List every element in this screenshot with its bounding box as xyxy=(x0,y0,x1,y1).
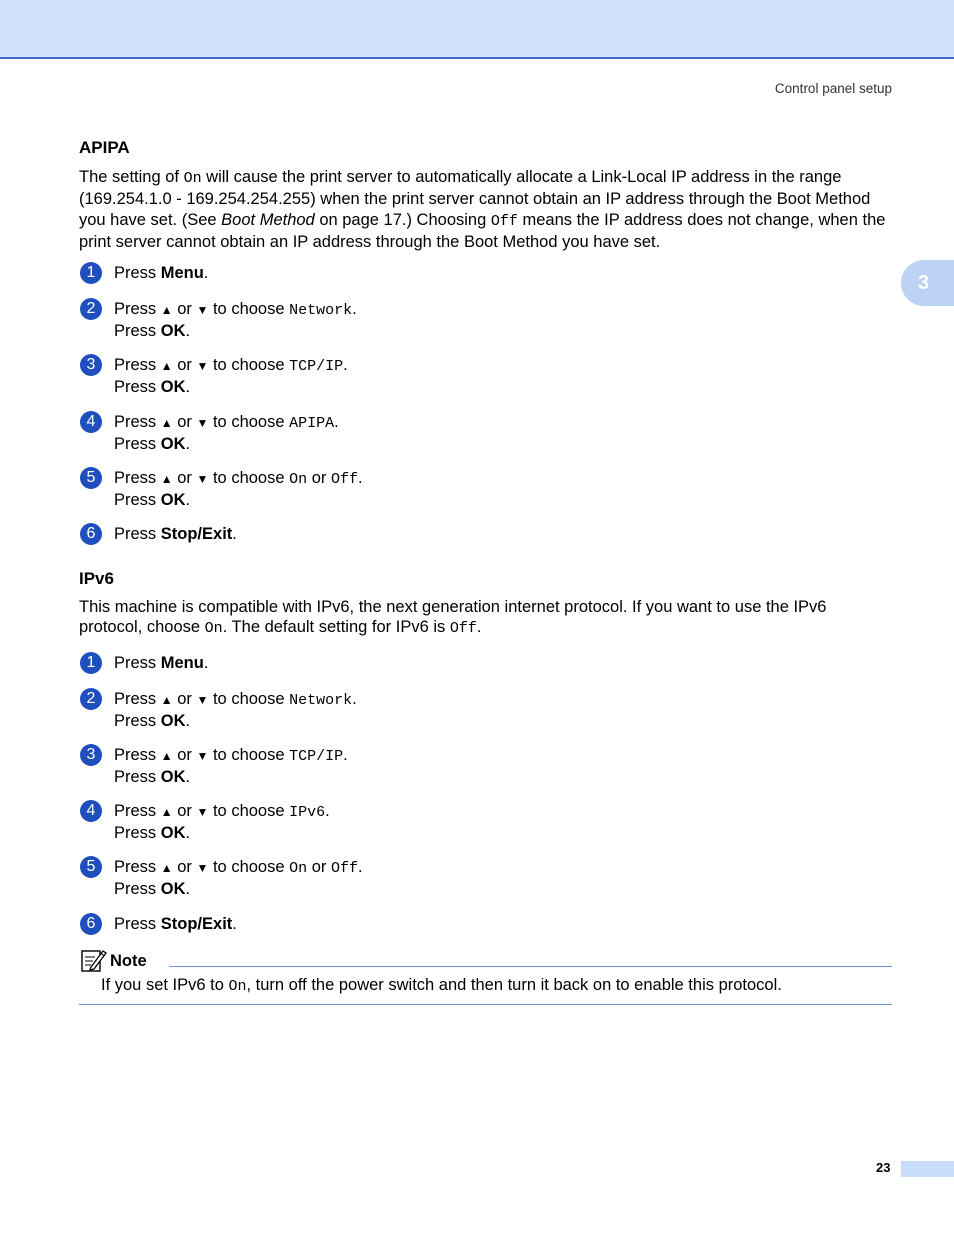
down-arrow-icon: ▼ xyxy=(196,693,209,707)
running-head: Control panel setup xyxy=(774,81,892,96)
step-number-2: 2 xyxy=(80,298,102,320)
note-body: If you set IPv6 to On, turn off the power switch and then turn it back on to enable this protocol. xyxy=(101,976,782,995)
section-title-ipv6: IPv6 xyxy=(79,569,114,588)
up-arrow-icon: ▲ xyxy=(160,749,173,763)
down-arrow-icon: ▼ xyxy=(196,359,209,373)
note-header xyxy=(79,948,892,972)
step-number-1: 1 xyxy=(80,652,102,674)
step-number-6: 6 xyxy=(80,913,102,935)
up-arrow-icon: ▲ xyxy=(160,303,173,317)
up-arrow-icon: ▲ xyxy=(160,805,173,819)
up-arrow-icon: ▲ xyxy=(160,472,173,486)
down-arrow-icon: ▼ xyxy=(196,472,209,486)
ipv6-intro: This machine is compatible with IPv6, the next generation internet protocol. If you want to use the IPv6 protocol, choose On. The default setting for IPv6 is Off. xyxy=(79,598,827,638)
section-title-apipa: APIPA xyxy=(79,138,130,157)
step-number-6: 6 xyxy=(80,523,102,545)
note-pencil-icon xyxy=(81,948,107,972)
header-band xyxy=(0,0,954,59)
step-number-5: 5 xyxy=(80,856,102,878)
step-number-3: 3 xyxy=(80,354,102,376)
step-number-2: 2 xyxy=(80,688,102,710)
note-divider-bottom xyxy=(79,1004,892,1005)
up-arrow-icon: ▲ xyxy=(160,861,173,875)
step-number-4: 4 xyxy=(80,800,102,822)
page-number-bar xyxy=(901,1161,954,1177)
up-arrow-icon: ▲ xyxy=(160,359,173,373)
down-arrow-icon: ▼ xyxy=(196,303,209,317)
down-arrow-icon: ▼ xyxy=(196,749,209,763)
down-arrow-icon: ▼ xyxy=(196,416,209,430)
step-number-5: 5 xyxy=(80,467,102,489)
up-arrow-icon: ▲ xyxy=(160,416,173,430)
up-arrow-icon: ▲ xyxy=(160,693,173,707)
page-number: 23 xyxy=(876,1160,891,1175)
boot-method-reference: Boot Method xyxy=(221,210,315,229)
step-number-1: 1 xyxy=(80,262,102,284)
chapter-tab: 3 xyxy=(901,260,954,306)
step-number-4: 4 xyxy=(80,411,102,433)
note-title: Note xyxy=(110,952,147,970)
apipa-intro: The setting of On will cause the print server to automatically allocate a Link-Local IP address in the range (169.254.1.0 - 169.254.254.255) when the print server cannot obtain an IP address through the Boot Method you have set. (See Boot Method on page 17.) Choosing Off means the IP address does not change, when the print server cannot obtain an IP address through the Boot Method you have set. xyxy=(79,168,886,251)
down-arrow-icon: ▼ xyxy=(196,861,209,875)
down-arrow-icon: ▼ xyxy=(196,805,209,819)
step-number-3: 3 xyxy=(80,744,102,766)
note-divider-top xyxy=(169,966,892,967)
